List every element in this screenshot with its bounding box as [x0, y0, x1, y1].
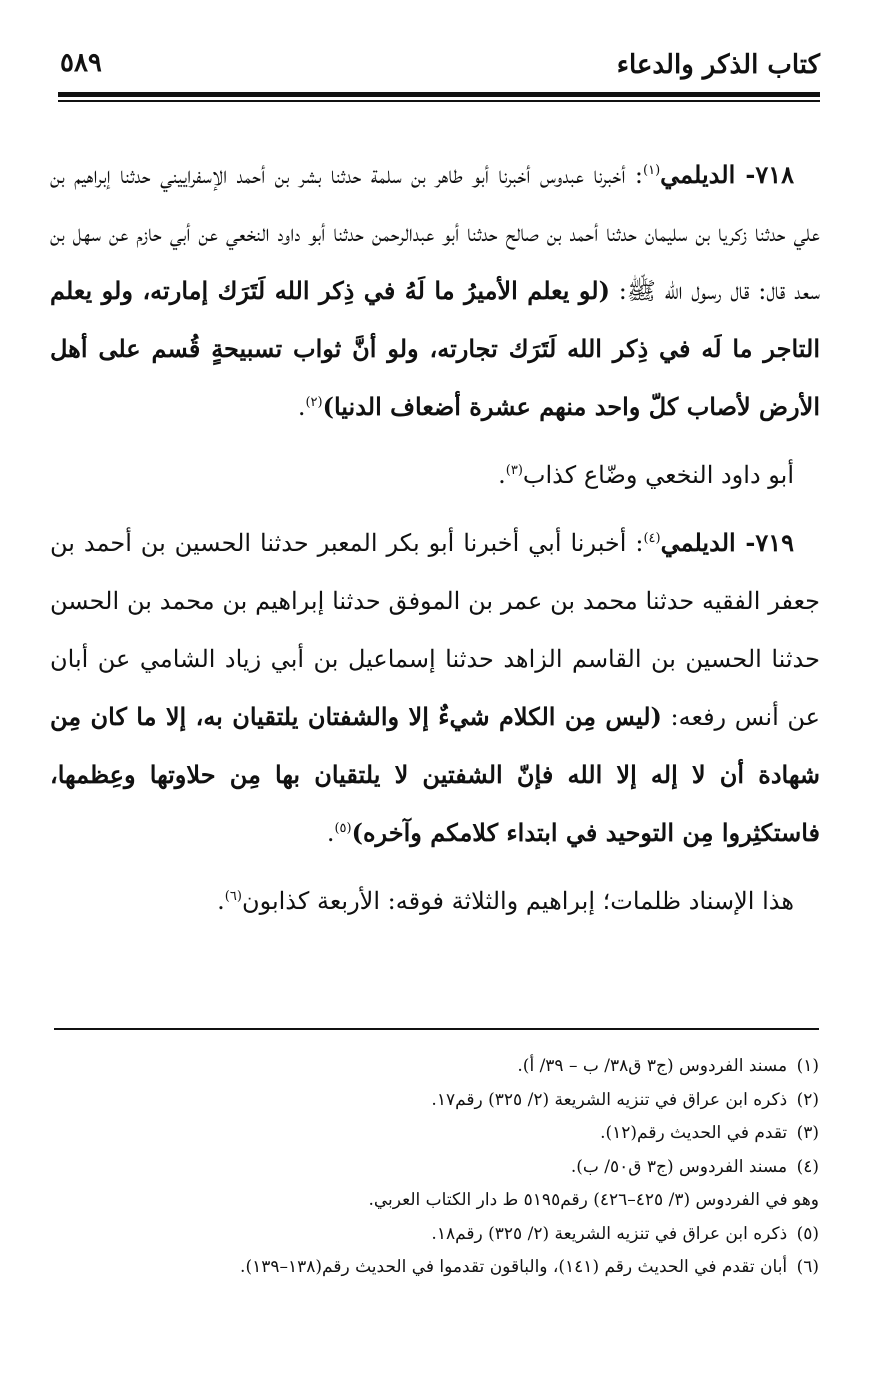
footnote: [54, 1084, 819, 1118]
footnotes: [54, 1050, 819, 1285]
footnote-text: ذكره ابن عراق في تنزيه الشريعة (٢/ ٣٢٥) رقم١٧.: [431, 1089, 788, 1110]
footnote-text: ذكره ابن عراق في تنزيه الشريعة (٢/ ٣٢٥) رقم١٨.: [431, 1223, 788, 1244]
footnote: [54, 1050, 819, 1084]
footnote-ref: (٢): [305, 395, 323, 410]
sentence-end: .: [217, 887, 225, 915]
comment-718: [50, 446, 820, 504]
footnote-number: (٤): [796, 1156, 819, 1177]
sentence-end: .: [326, 819, 335, 847]
footnote-number: (١): [796, 1056, 819, 1076]
comment-text: هذا الإسناد ظلمات؛ إبراهيم والثلاثة فوقه: الأربعة كذابون: [241, 887, 794, 915]
footnote-number: (٥): [796, 1223, 819, 1244]
hadith-isnad: : أخبرنا عبدوس أخبرنا أبو طاهر بن سلمة حدثنا بشر بن أحمد الإسفراييني حدثنا إبراهيم بن علي حدثنا زكريا بن سليمان حدثنا أحمد بن صالح حدثنا أبو عبدالرحمن حدثنا أبو داود النخعي عن أبي حازم عن سهل بن سعد قال: قال رسول الله ﷺ:: [50, 161, 821, 305]
running-title: كتاب الذكر والدعاء: [616, 50, 820, 80]
hadith-number: ٧١٩-: [735, 528, 794, 557]
header-rule-thick: [58, 92, 820, 97]
footnote: [54, 1117, 819, 1151]
sentence-end: .: [498, 461, 506, 489]
footnote-separator: [54, 1028, 819, 1030]
hadith-matn: (ليس مِن الكلام شيءٌ إلا والشفتان يلتقيان به، إلا ما كان مِن شهادة أن لا إله إلا الله فإنّ الشفتين لا يلتقيان بها مِن حلاوتها وعِظمها، فاستكثِروا مِن التوحيد في ابتداء كلامكم وآخره): [50, 702, 820, 847]
footnote-text: تقدم في الحديث رقم(١٢).: [600, 1123, 788, 1143]
comment-719: [50, 872, 820, 930]
footnote: [54, 1151, 819, 1185]
hadith-source: الديلمي: [660, 528, 736, 557]
hadith-number: ٧١٨-: [735, 160, 795, 189]
footnote-number: (٢): [796, 1089, 819, 1110]
hadith-source: الديلمي: [660, 160, 736, 189]
hadith-matn: (لو يعلم الأميرُ ما لَهُ في ذِكر الله لَتَرَك إمارته، ولو يعلم التاجر ما لَه في ذِكر الله لَتَرَك تجارته، ولو أنَّ ثواب تسبيحةٍ قُسم على أهل الأرض لأصاب كلّ واحد منهم عشرة أضعاف الدنيا): [50, 276, 820, 421]
footnote-ref: (٣): [505, 463, 523, 478]
footnote-text: مسند الفردوس (ج٣ ق٥٠/ ب).: [570, 1156, 788, 1177]
header-rule-thin: [58, 100, 820, 102]
sentence-end: .: [297, 393, 306, 421]
footnote: [54, 1251, 819, 1285]
page-header: [58, 38, 820, 104]
footnote-ref: (٥): [334, 821, 352, 836]
comment-text: أبو داود النخعي وضّاع كذاب: [522, 461, 794, 489]
footnote-ref: (٦): [224, 889, 242, 904]
footnote-text: أبان تقدم في الحديث رقم (١٤١)، والباقون تقدموا في الحديث رقم(١٣٨–١٣٩).: [240, 1257, 788, 1277]
page-number: ٥٨٩: [60, 48, 102, 78]
footnote: [54, 1218, 819, 1252]
footnote-ref: (٤): [643, 531, 661, 546]
footnote-text: مسند الفردوس (ج٣ ق٣٨/ ب – ٣٩/ أ).: [517, 1056, 788, 1076]
footnote-number: (٣): [796, 1123, 819, 1143]
hadith-isnad: : أخبرنا أبي أخبرنا أبو بكر المعبر حدثنا الحسين بن أحمد بن جعفر الفقيه حدثنا محمد بن عمر بن الموفق حدثنا إبراهيم بن محمد بن الحسن حدثنا الحسين بن القاسم الزاهد حدثنا إسماعيل بن أبي زياد الشامي عن أبان عن أنس رفعه:: [50, 529, 820, 731]
footnote-ref: (١): [643, 163, 661, 178]
footnote-continuation: [54, 1184, 819, 1218]
main-text: [50, 146, 820, 940]
footnote-number: (٦): [796, 1257, 819, 1277]
hadith-719: [50, 514, 820, 862]
footnote-text: وهو في الفردوس (٣/ ٤٢٥–٤٢٦) رقم٥١٩٥ ط دار الكتاب العربي.: [368, 1190, 819, 1210]
hadith-718: [50, 146, 820, 436]
